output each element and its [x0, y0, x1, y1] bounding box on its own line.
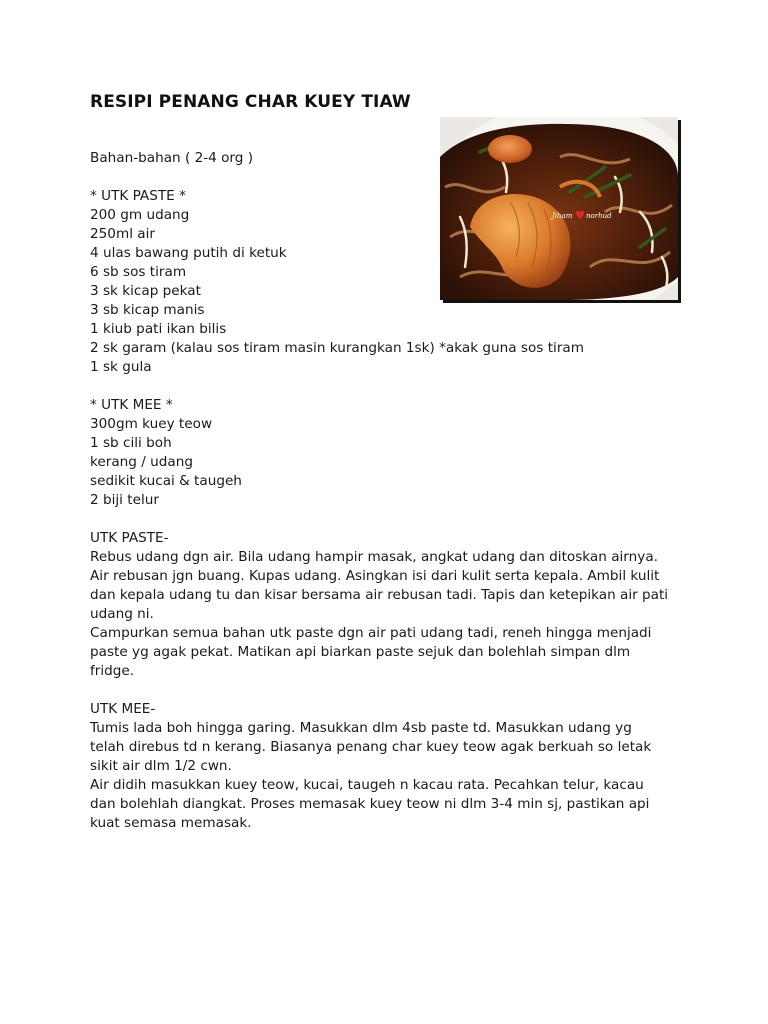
recipe-title: RESIPI PENANG CHAR KUEY TIAW — [90, 92, 411, 112]
method-line: udang ni. — [90, 606, 154, 622]
ingredient-line: 1 kiub pati ikan bilis — [90, 321, 227, 337]
method-line: telah direbus td n kerang. Biasanya penang char kuey teow agak berkuah so letak — [90, 739, 652, 755]
method-line: Air didih masukkan kuey teow, kucai, taugeh n kacau rata. Pecahkan telur, kacau — [90, 777, 644, 793]
ingredient-line: 200 gm udang — [90, 207, 190, 223]
ingredient-line: 1 sb cili boh — [90, 435, 172, 451]
ingredient-line: 2 biji telur — [90, 492, 159, 508]
method-line: dan kepala udang tu dan kisar bersama air rebusan tadi. Tapis dan ketepikan air pati — [90, 587, 669, 603]
ingredient-line: kerang / udang — [90, 454, 193, 470]
paste-method-heading: UTK PASTE- — [90, 530, 169, 546]
mee-ingredients-heading: * UTK MEE * — [90, 397, 173, 413]
ingredient-line: 3 sk kicap pekat — [90, 283, 201, 299]
watermark-left: Jiham — [552, 212, 573, 220]
watermark-right: norhud — [586, 212, 612, 220]
method-line: sikit air dlm 1/2 cwn. — [90, 758, 232, 774]
ingredient-line: 2 sk garam (kalau sos tiram masin kurangkan 1sk) *akak guna sos tiram — [90, 340, 584, 356]
method-line: Air rebusan jgn buang. Kupas udang. Asingkan isi dari kulit serta kepala. Ambil kulit — [90, 568, 660, 584]
mee-method-heading: UTK MEE- — [90, 701, 156, 717]
servings-line: Bahan-bahan ( 2-4 org ) — [90, 150, 254, 166]
ingredient-line: sedikit kucai & taugeh — [90, 473, 242, 489]
method-line: paste yg agak pekat. Matikan api biarkan paste sejuk dan bolehlah simpan dlm — [90, 644, 631, 660]
method-line: dan bolehlah diangkat. Proses memasak kuey teow ni dlm 3-4 min sj, pastikan api — [90, 796, 650, 812]
method-line: kuat semasa memasak. — [90, 815, 252, 831]
method-line: fridge. — [90, 663, 135, 679]
method-line: Campurkan semua bahan utk paste dgn air pati udang tadi, reneh hingga menjadi — [90, 625, 652, 641]
recipe-body — [90, 149, 690, 833]
method-line: Rebus udang dgn air. Bila udang hampir masak, angkat udang dan ditoskan airnya. — [90, 549, 658, 565]
method-line: Tumis lada boh hingga garing. Masukkan dlm 4sb paste td. Masukkan udang yg — [90, 720, 632, 736]
ingredient-line: 250ml air — [90, 226, 155, 242]
ingredient-line: 300gm kuey teow — [90, 416, 213, 432]
ingredient-line: 6 sb sos tiram — [90, 264, 187, 280]
paste-ingredients-heading: * UTK PASTE * — [90, 188, 186, 204]
ingredient-line: 1 sk gula — [90, 359, 152, 375]
ingredient-line: 3 sb kicap manis — [90, 302, 205, 318]
ingredient-line: 4 ulas bawang putih di ketuk — [90, 245, 287, 261]
